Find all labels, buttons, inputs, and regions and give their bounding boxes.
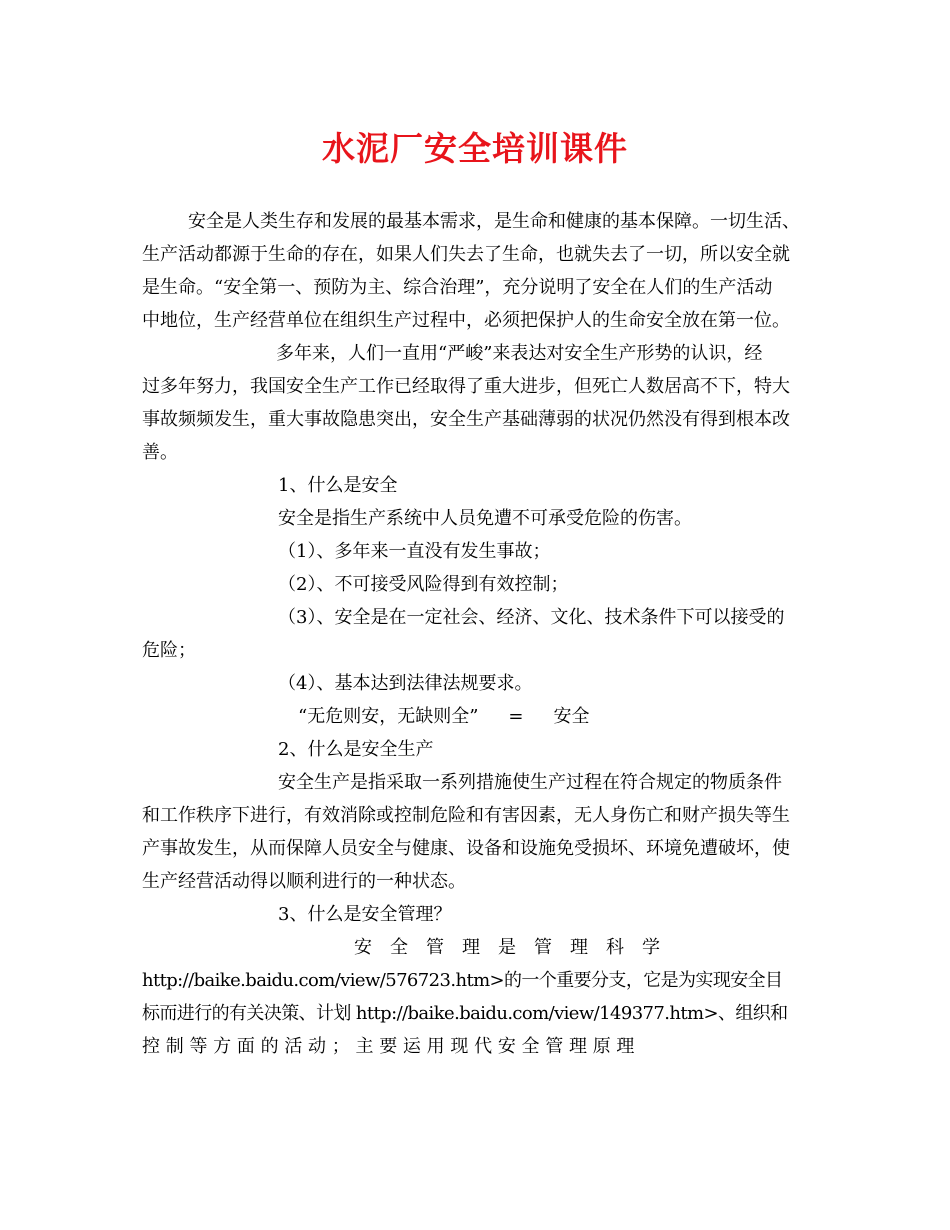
list-item: （1）、多年来一直没有发生事故； [278,541,551,562]
paragraph-line: 中地位，生产经营单位在组织生产过程中，必须把保护人的生命安全放在第一位。 [142,310,790,331]
paragraph-line: 生产经营活动得以顺利进行的一种状态。 [142,871,466,892]
paragraph-line: 安全是人类生存和发展的最基本需求，是生命和健康的基本保障。一切生活、 [188,211,800,232]
motto-equals: = [508,706,524,727]
paragraph-line: 产事故发生，从而保障人员安全与健康、设备和设施免受损坏、环境免遭破坏，使 [142,838,790,859]
paragraph-line: 安全生产是指采取一系列措施使生产过程在符合规定的物质条件 [278,772,782,793]
section-heading: 2、什么是安全生产 [278,739,434,760]
motto-text: “无危则安，无缺则全” [298,706,479,727]
paragraph-line: 安 全 管 理 是 管 理 科 学 [354,937,660,958]
list-item: （3）、安全是在一定社会、经济、文化、技术条件下可以接受的 [278,607,785,628]
paragraph-line: 生产活动都源于生命的存在，如果人们失去了生命，也就失去了一切，所以安全就 [142,244,790,265]
paragraph-line: 善。 [142,442,178,463]
section-heading: 1、什么是安全 [278,475,398,496]
motto-line [142,700,810,733]
motto-result: 安全 [553,706,590,727]
paragraph-line: http://baike.baidu.com/view/576723.htm>的一个重要分支，它是为实现安全目 [142,970,783,991]
paragraph-line: 多年来，人们一直用“严峻”来表达对安全生产形势的认识，经 [276,343,763,364]
document-body [142,205,810,1063]
paragraph-line: 安全是指生产系统中人员免遭不可承受危险的伤害。 [278,508,692,529]
paragraph-line: 过多年努力，我国安全生产工作已经取得了重大进步，但死亡人数居高不下，特大 [142,376,790,397]
section-heading: 3、什么是安全管理？ [278,904,452,925]
paragraph-line: 事故频频发生，重大事故隐患突出，安全生产基础薄弱的状况仍然没有得到根本改 [142,409,790,430]
list-item: （2）、不可接受风险得到有效控制； [278,574,569,595]
paragraph-line: 是生命。“安全第一、预防为主、综合治理”，充分说明了安全在人们的生产活动 [142,277,773,298]
paragraph-line: 控 制 等 方 面 的 活 动 ； 主 要 运 用 现 代 安 全 管 理 原 理 [142,1036,635,1057]
list-item-continuation: 危险； [142,640,196,661]
paragraph-line: 和工作秩序下进行，有效消除或控制危险和有害因素，无人身伤亡和财产损失等生 [142,805,790,826]
paragraph-line: 标而进行的有关决策、计划 http://baike.baidu.com/view/149377.htm>、组织和 [142,1003,788,1024]
list-item: （4）、基本达到法律法规要求。 [278,673,533,694]
document-title: 水泥厂安全培训课件 [322,129,628,168]
